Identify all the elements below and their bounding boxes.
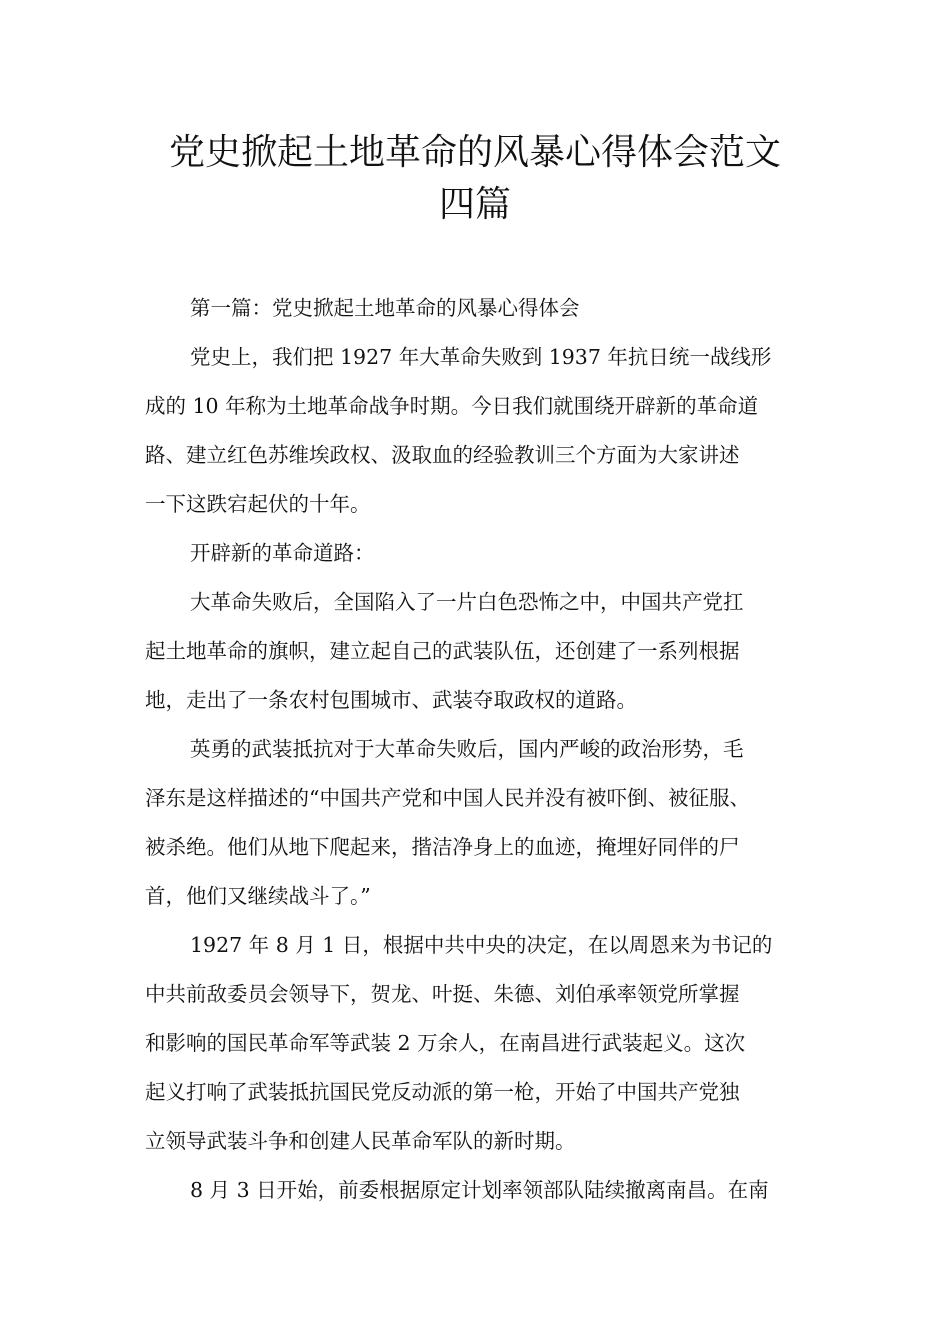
document-body — [145, 284, 810, 1215]
text-line: 地，走出了一条农村包围城市、武装夺取政权的道路。 — [145, 688, 637, 712]
text-line: 1927 年 8 月 1 日，根据中共中央的决定，在以周恩来为书记的 — [190, 933, 773, 957]
document-title — [120, 127, 830, 231]
text-line: 英勇的武装抵抗对于大革命失败后，国内严峻的政治形势，毛 — [190, 737, 744, 761]
text-line: 泽东是这样描述的“中国共产党和中国人民并没有被吓倒、被征服、 — [145, 786, 750, 810]
title-line-2: 四篇 — [438, 184, 511, 225]
text-line: 路、建立红色苏维埃政权、汲取血的经验教训三个方面为大家讲述 — [145, 443, 740, 467]
text-line: 第一篇：党史掀起土地革命的风暴心得体会 — [190, 296, 580, 320]
text-line: 和影响的国民革命军等武装 2 万余人，在南昌进行武装起义。这次 — [145, 1031, 746, 1055]
text-line: 成的 10 年称为土地革命战争时期。今日我们就围绕开辟新的革命道 — [145, 394, 759, 418]
text-line: 中共前敌委员会领导下，贺龙、叶挺、朱德、刘伯承率领党所掌握 — [145, 982, 740, 1006]
text-line: 党史上，我们把 1927 年大革命失败到 1937 年抗日统一战线形 — [190, 345, 772, 369]
text-line: 被杀绝。他们从地下爬起来，揩洁净身上的血迹，掩埋好同伴的尸 — [145, 835, 740, 859]
text-line: 起土地革命的旗帜，建立起自己的武装队伍，还创建了一系列根据 — [145, 639, 740, 663]
text-line: 起义打响了武装抵抗国民党反动派的第一枪，开始了中国共产党独 — [145, 1080, 740, 1104]
text-line: 立领导武装斗争和创建人民革命军队的新时期。 — [145, 1129, 576, 1153]
text-line: 一下这跌宕起伏的十年。 — [145, 492, 371, 516]
text-line: 8 月 3 日开始，前委根据原定计划率领部队陆续撤离南昌。在南 — [190, 1178, 769, 1202]
text-line: 开辟新的革命道路： — [190, 541, 375, 565]
title-line-1: 党史掀起土地革命的风暴心得体会范文 — [168, 132, 781, 173]
text-line: 首，他们又继续战斗了。” — [145, 884, 371, 908]
text-line: 大革命失败后，全国陷入了一片白色恐怖之中，中国共产党扛 — [190, 590, 744, 614]
